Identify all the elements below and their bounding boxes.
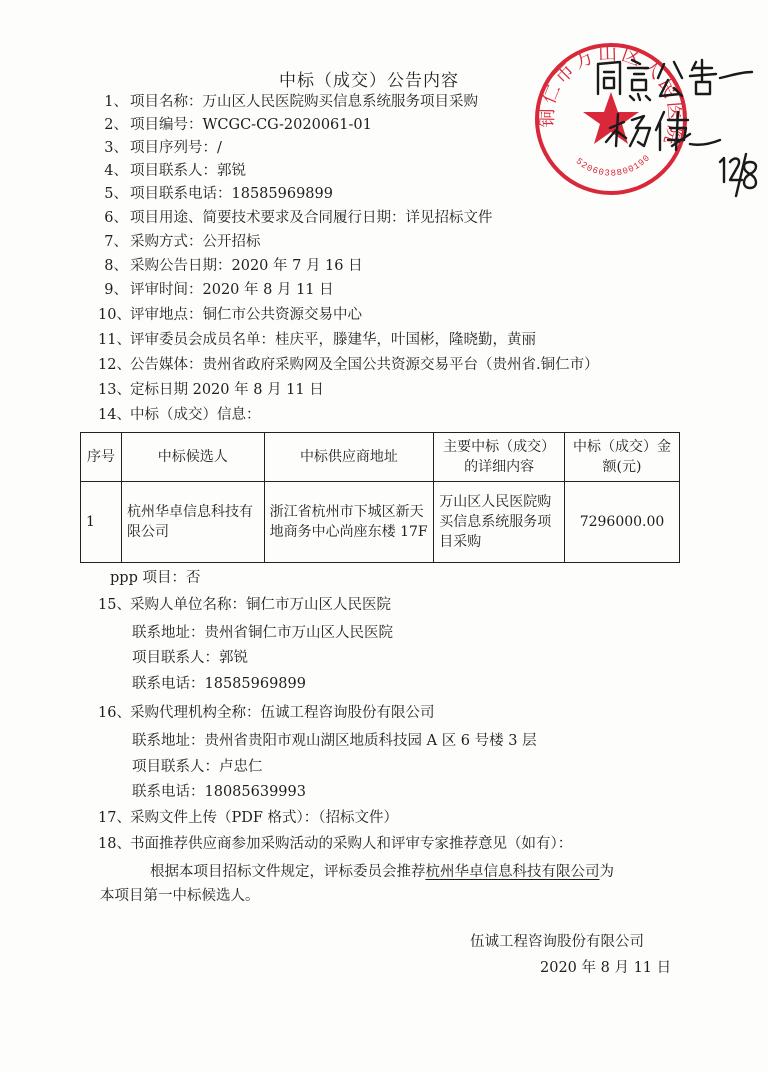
item-8: 8、 采购公告日期：2020 年 7 月 16 日: [104, 258, 363, 274]
purchaser-contact: 项目联系人：郭锐: [132, 650, 248, 666]
agency-name: 16、采购代理机构全称：伍诚工程咨询股份有限公司: [98, 705, 435, 721]
cell-content: 万山区人民医院购买信息系统服务项目采购: [434, 482, 565, 563]
header-candidate: 中标候选人: [121, 433, 264, 482]
purchaser-address: 联系地址：贵州省铜仁市万山区人民医院: [132, 625, 393, 641]
cell-address: 浙江省杭州市下城区新天地商务中心尚座东楼 17F: [264, 482, 434, 563]
item-7: 7、 采购方式：公开招标: [104, 234, 261, 250]
award-table-header: [81, 433, 680, 482]
cell-amount: 7296000.00: [565, 482, 680, 563]
item-2: 2、 项目编号：WCGC-CG-2020061-01: [104, 117, 372, 133]
agency-address: 联系地址：贵州省贵阳市观山湖区地质科技园 A 区 6 号楼 3 层: [132, 733, 537, 749]
svg-text:铜仁市万山区人民医院: 铜仁市万山区人民医院: [536, 43, 686, 151]
agency-phone: 联系电话：18085639993: [132, 784, 306, 800]
item-1: 1、 项目名称：万山区人民医院购买信息系统服务项目采购: [104, 94, 478, 110]
item-11: 11、评审委员会成员名单：桂庆平，滕建华，叶国彬，隆晓勤，黄丽: [98, 332, 536, 348]
item-14: 14、中标（成交）信息：: [98, 407, 261, 423]
header-amount: 中标（成交）金额(元): [565, 433, 680, 482]
document-title: 中标（成交）公告内容: [279, 71, 459, 91]
item-5: 5、 项目联系电话：18585969899: [104, 186, 333, 202]
item-9: 9、 评审时间：2020 年 8 月 11 日: [104, 282, 334, 298]
recommendation-text: 根据本项目招标文件规定，评标委员会推荐杭州华卓信息科技有限公司为: [150, 864, 614, 880]
item-3: 3、 项目序列号：/: [104, 140, 222, 156]
header-content: 主要中标（成交）的详细内容: [434, 433, 565, 482]
purchaser-name: 15、采购人单位名称：铜仁市万山区人民医院: [98, 597, 391, 613]
item-13: 13、定标日期 2020 年 8 月 11 日: [98, 382, 324, 398]
item-18: 18、书面推荐供应商参加采购活动的采购人和评审专家推荐意见（如有）：: [98, 836, 573, 852]
recommendation-text-line2: 本项目第一中标候选人。: [100, 888, 260, 904]
table-row: [81, 482, 680, 563]
cell-no: 1: [81, 482, 122, 563]
item-17: 17、采购文件上传（PDF 格式）：（招标文件）: [98, 810, 399, 826]
svg-text:5206038800190: 5206038800190: [573, 152, 653, 179]
agency-contact: 项目联系人：卢忠仁: [132, 759, 263, 775]
footer-organization: 伍诚工程咨询股份有限公司: [470, 934, 644, 950]
purchaser-phone: 联系电话：18585969899: [132, 676, 306, 692]
recommended-company: 杭州华卓信息科技有限公司: [425, 864, 600, 880]
ppp-line: ppp 项目：否: [110, 570, 201, 586]
header-no: 序号: [81, 433, 122, 482]
item-4: 4、 项目联系人：郭锐: [104, 163, 246, 179]
cell-candidate: 杭州华卓信息科技有限公司: [121, 482, 264, 563]
item-6: 6、 项目用途、简要技术要求及合同履行日期：详见招标文件: [104, 210, 493, 226]
item-12: 12、公告媒体：贵州省政府采购网及全国公共资源交易平台（贵州省.铜仁市）: [98, 357, 599, 373]
award-table: [80, 432, 680, 563]
item-10: 10、评审地点：铜仁市公共资源交易中心: [98, 307, 362, 323]
header-address: 中标供应商地址: [264, 433, 434, 482]
footer-date: 2020 年 8 月 11 日: [540, 960, 672, 976]
handwritten-signature: [580, 50, 760, 200]
